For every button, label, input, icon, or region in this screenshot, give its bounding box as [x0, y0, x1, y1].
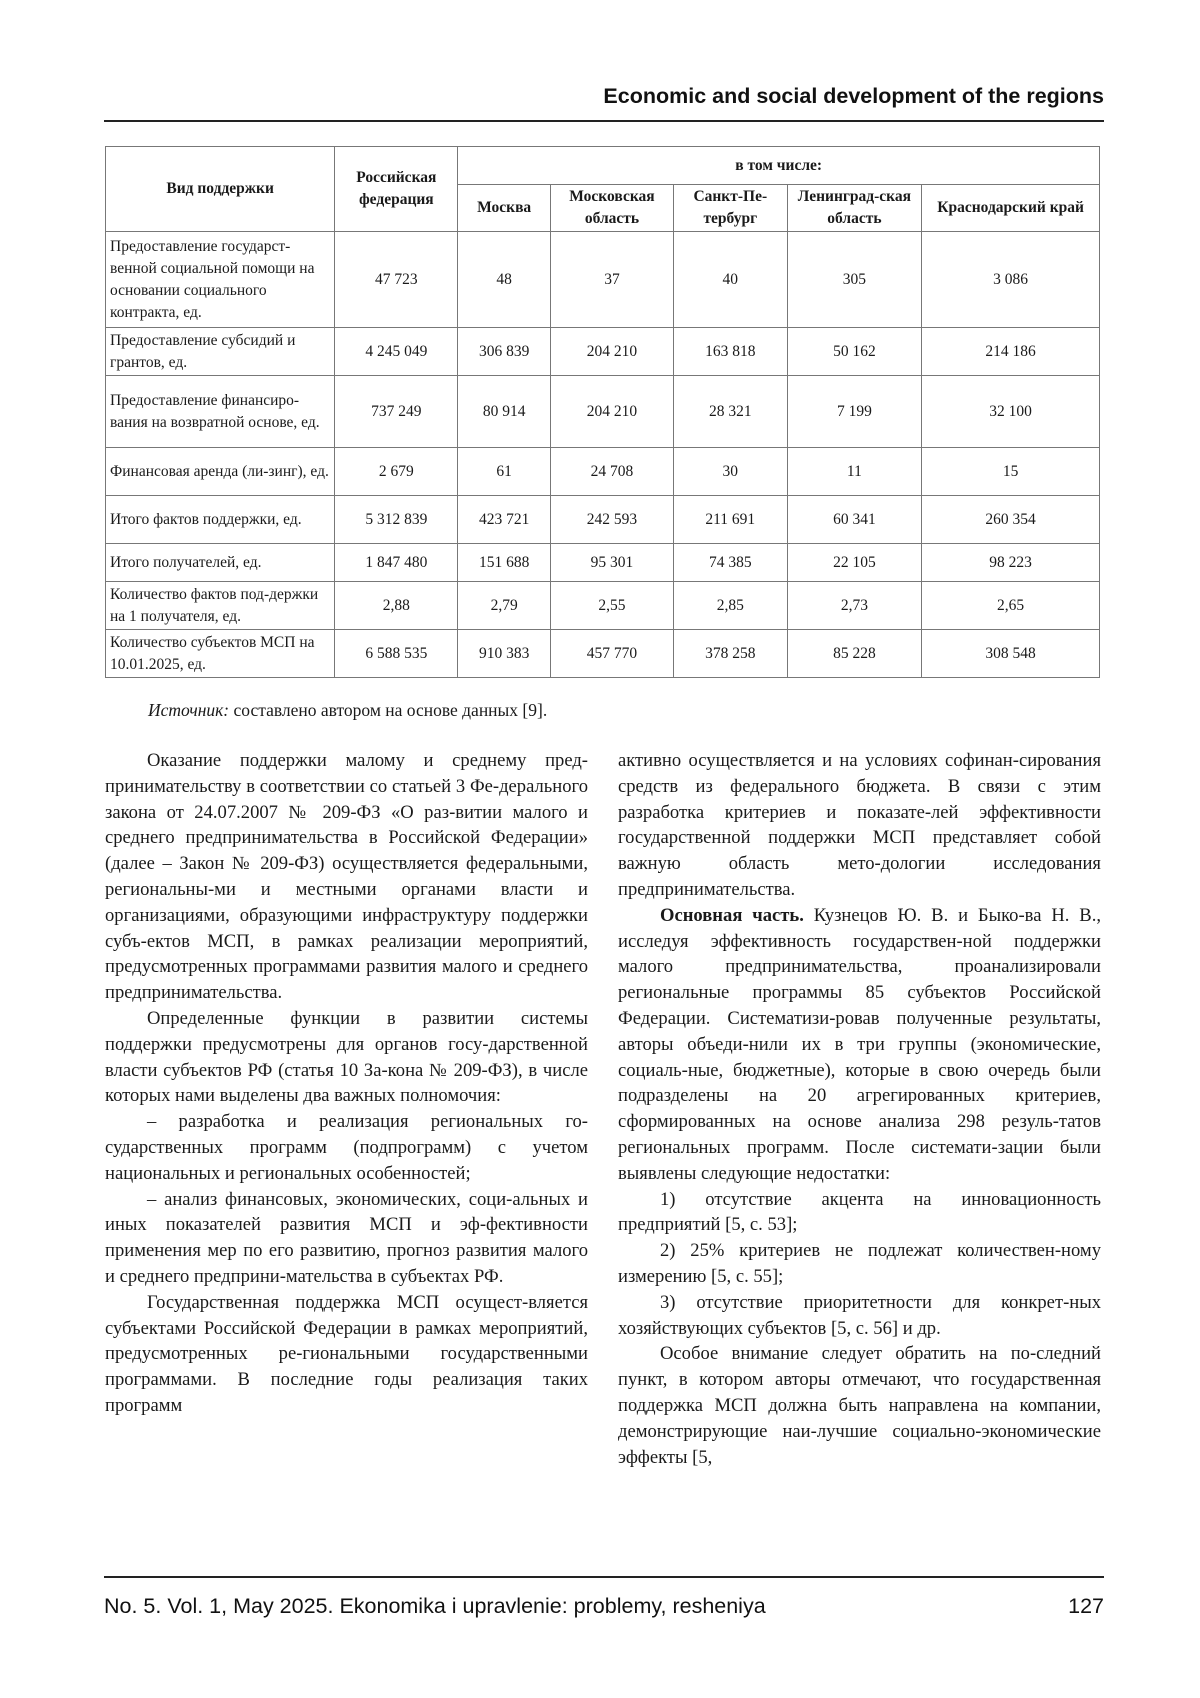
paragraph: Особое внимание следует обратить на по-следний пункт, в котором авторы отмечают, что государственная поддержка МСП должна быть направлена на компании, демонстрирующие наи-лучшие социально-экономические эффекты [5,: [618, 1343, 1101, 1468]
row-label: Итого получателей, ед.: [106, 544, 335, 582]
cell-rf: 5 312 839: [335, 496, 458, 544]
paragraph: активно осуществляется и на условиях софинан-сирования средств из федерального бюджета. В связи с этим разработка критериев и показате-лей эффективности государственной поддержки МСП представляет собой важную область мето-дологии исследования предпринимательства.: [618, 750, 1101, 900]
source-text: составлено автором на основе данных [9].: [229, 700, 548, 720]
cell-leningrad-oblast: 22 105: [787, 544, 922, 582]
section-heading: Основная часть.: [660, 904, 804, 926]
header-leningrad-oblast: Ленинград-ская область: [787, 185, 922, 232]
journal-citation: No. 5. Vol. 1, May 2025. Ekonomika i upravlenie: problemy, resheniya: [104, 1594, 766, 1618]
cell-krasnodar: 214 186: [922, 328, 1100, 376]
cell-spb: 30: [673, 448, 787, 496]
cell-leningrad-oblast: 305: [787, 232, 922, 328]
cell-rf: 4 245 049: [335, 328, 458, 376]
cell-moscow-oblast: 37: [550, 232, 673, 328]
cell-spb: 28 321: [673, 376, 787, 448]
table-row: [106, 544, 1100, 582]
cell-leningrad-oblast: 7 199: [787, 376, 922, 448]
cell-rf: 2 679: [335, 448, 458, 496]
cell-rf: 6 588 535: [335, 630, 458, 678]
cell-spb: 163 818: [673, 328, 787, 376]
cell-moscow-oblast: 457 770: [550, 630, 673, 678]
cell-krasnodar: 32 100: [922, 376, 1100, 448]
row-label: Предоставление финансиро-вания на возвратной основе, ед.: [106, 376, 335, 448]
list-item: – разработка и реализация региональных го-сударственных программ (подпрограмм) с учетом национальных и региональных особенностей;: [105, 1111, 588, 1184]
cell-leningrad-oblast: 11: [787, 448, 922, 496]
cell-moscow-oblast: 242 593: [550, 496, 673, 544]
source-label: Источник:: [148, 700, 230, 720]
table-row: [106, 582, 1100, 630]
header-russian-federation: Российская федерация: [335, 147, 458, 232]
cell-moscow: 910 383: [458, 630, 551, 678]
cell-leningrad-oblast: 60 341: [787, 496, 922, 544]
cell-leningrad-oblast: 50 162: [787, 328, 922, 376]
cell-krasnodar: 98 223: [922, 544, 1100, 582]
cell-moscow: 48: [458, 232, 551, 328]
cell-spb: 40: [673, 232, 787, 328]
header-krasnodar-krai: Краснодарский край: [922, 185, 1100, 232]
row-label: Количество фактов под-держки на 1 получателя, ед.: [106, 582, 335, 630]
header-moscow: Москва: [458, 185, 551, 232]
cell-leningrad-oblast: 85 228: [787, 630, 922, 678]
row-label: Итого фактов поддержки, ед.: [106, 496, 335, 544]
list-item: 2) 25% критериев не подлежат количествен-ному измерению [5, с. 55];: [618, 1240, 1101, 1287]
cell-leningrad-oblast: 2,73: [787, 582, 922, 630]
paragraph: Определенные функции в развитии системы поддержки предусмотрены для органов госу-дарственной власти субъектов РФ (статья 10 За-кона № 209-ФЗ), в числе которых нами выделены два важных полномочия:: [105, 1007, 588, 1107]
header-rule: [104, 120, 1104, 122]
running-header-title: Economic and social development of the regions: [603, 84, 1104, 108]
cell-rf: 737 249: [335, 376, 458, 448]
support-table: [105, 146, 1100, 678]
cell-moscow-oblast: 24 708: [550, 448, 673, 496]
table-row: [106, 328, 1100, 376]
header-moscow-oblast: Московская область: [550, 185, 673, 232]
row-label: Количество субъектов МСП на 10.01.2025, ед.: [106, 630, 335, 678]
cell-moscow-oblast: 2,55: [550, 582, 673, 630]
list-item: 1) отсутствие акцента на инновационность предприятий [5, с. 53];: [618, 1188, 1101, 1236]
cell-krasnodar: 308 548: [922, 630, 1100, 678]
row-label: Предоставление субсидий и грантов, ед.: [106, 328, 335, 376]
footer-rule: [104, 1576, 1104, 1578]
paragraph: Государственная поддержка МСП осущест-вляется субъектами Российской Федерации в рамках мероприятий, предусмотренных ре-гиональными государственными программами. В последние годы реализация таких программ: [105, 1291, 588, 1416]
page-number: 127: [1068, 1594, 1104, 1618]
section-text: Кузнецов Ю. В. и Быко-ва Н. В., исследуя эффективность государствен-ной поддержки малого предпринимательства, проанализировали региональные программы 85 субъектов Российской Федерации. Систематизи-ровав полученные результаты, авторы объеди-нили их в три группы (экономические, социаль-ные, бюджетные), которые в свою очередь были подразделены на 20 агрегированных критериев, сформированных на основе анализа 298 резуль-татов региональных программ. После системати-зации были выявлены следующие недостатки:: [618, 904, 1101, 1184]
cell-spb: 211 691: [673, 496, 787, 544]
cell-moscow: 80 914: [458, 376, 551, 448]
header-including: в том числе:: [458, 147, 1100, 185]
cell-moscow-oblast: 204 210: [550, 328, 673, 376]
cell-rf: 47 723: [335, 232, 458, 328]
cell-moscow: 151 688: [458, 544, 551, 582]
cell-moscow: 306 839: [458, 328, 551, 376]
cell-spb: 74 385: [673, 544, 787, 582]
table-source-note: [148, 700, 547, 721]
header-support-type: Вид поддержки: [106, 147, 335, 232]
body-column-right: [618, 748, 1101, 1470]
table-row: [106, 376, 1100, 448]
header-saint-petersburg: Санкт-Пе-тербург: [673, 185, 787, 232]
list-item: – анализ финансовых, экономических, соци-альных и иных показателей развития МСП и эф-фективности применения мер по его развитию, прогноз развития малого и среднего предприни-мательства в субъектах РФ.: [105, 1188, 588, 1287]
cell-moscow: 423 721: [458, 496, 551, 544]
cell-rf: 1 847 480: [335, 544, 458, 582]
table-row: [106, 496, 1100, 544]
paragraph: Оказание поддержки малому и среднему пред-принимательству в соответствии со статьей 3 Фе-дерального закона от 24.07.2007 № 209-ФЗ «О раз-витии малого и среднего предпринимательства в Российской Федерации» (далее – Закон № 209-ФЗ) осуществляется федеральными, региональны-ми и местными органами власти и организациями, образующими инфраструктуру поддержки субъ-ектов МСП, в рамках реализации мероприятий, предусмотренных программами развития малого и среднего предпринимательства.: [105, 750, 588, 1004]
list-item: 3) отсутствие приоритетности для конкрет-ных хозяйствующих субъектов [5, с. 56] и др.: [618, 1291, 1101, 1339]
cell-moscow: 2,79: [458, 582, 551, 630]
row-label: Предоставление государст-венной социальной помощи на основании социального контракта, ед.: [106, 232, 335, 328]
table-row: [106, 630, 1100, 678]
cell-moscow: 61: [458, 448, 551, 496]
cell-spb: 378 258: [673, 630, 787, 678]
cell-moscow-oblast: 95 301: [550, 544, 673, 582]
table-row: [106, 232, 1100, 328]
cell-krasnodar: 260 354: [922, 496, 1100, 544]
cell-krasnodar: 2,65: [922, 582, 1100, 630]
cell-spb: 2,85: [673, 582, 787, 630]
cell-rf: 2,88: [335, 582, 458, 630]
body-column-left: [105, 748, 588, 1419]
row-label: Финансовая аренда (ли-зинг), ед.: [106, 448, 335, 496]
table-row: [106, 448, 1100, 496]
cell-krasnodar: 3 086: [922, 232, 1100, 328]
section-paragraph: [618, 903, 1101, 1187]
page-footer: [104, 1594, 1104, 1619]
cell-moscow-oblast: 204 210: [550, 376, 673, 448]
cell-krasnodar: 15: [922, 448, 1100, 496]
